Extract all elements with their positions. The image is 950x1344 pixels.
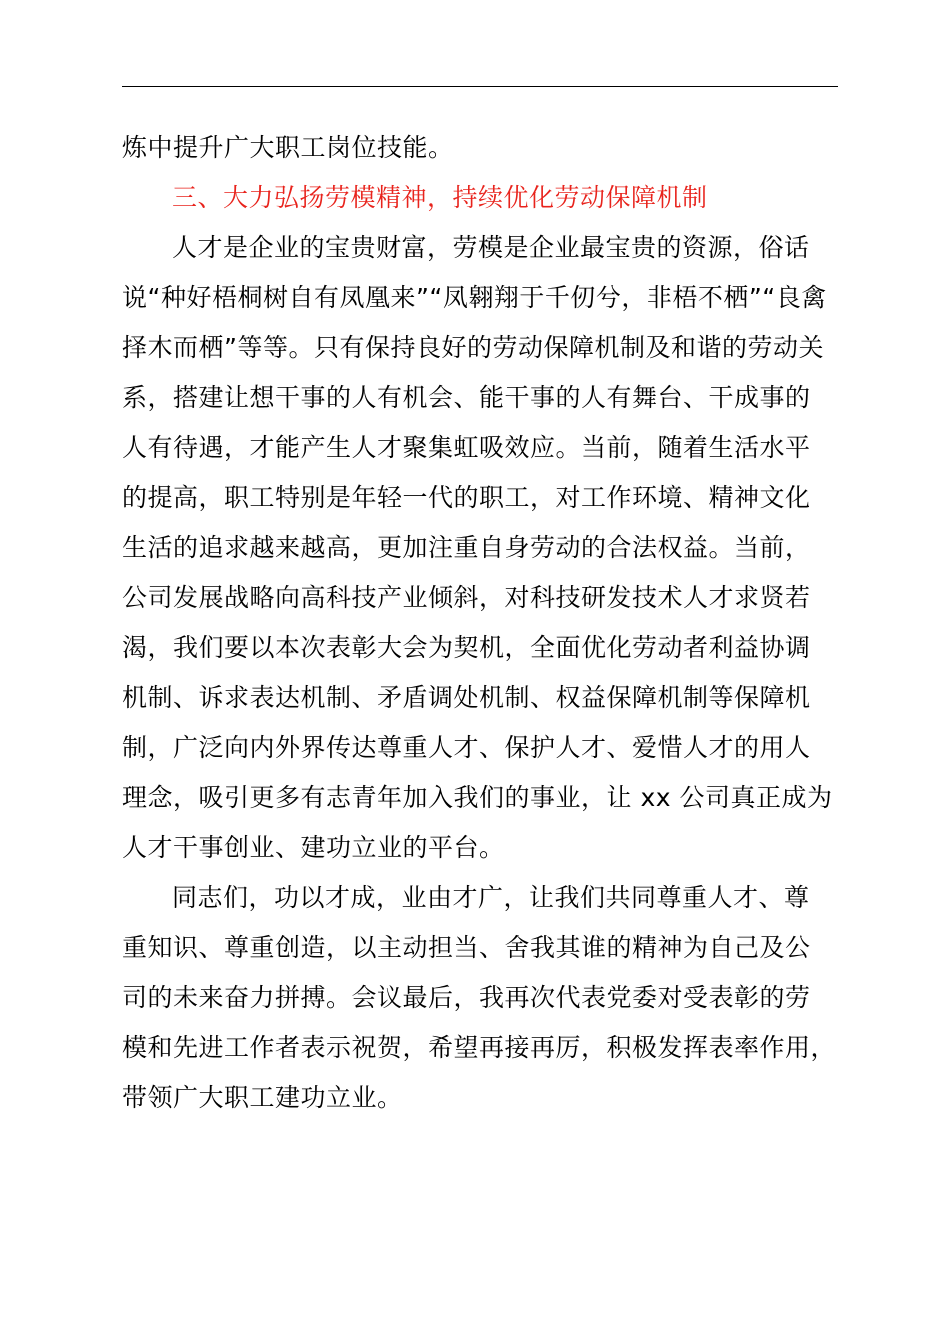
body-line: 的提高，职工特别是年轻一代的职工，对工作环境、精神文化: [122, 483, 811, 512]
body-line: 公司发展战略向高科技产业倾斜，对科技研发技术人才求贤若: [122, 583, 811, 612]
body-line: 渴，我们要以本次表彰大会为契机，全面优化劳动者利益协调: [122, 633, 811, 662]
body-line: 机制、诉求表达机制、矛盾调处机制、权益保障机制等保障机: [122, 683, 811, 712]
section-heading: 三、大力弘扬劳模精神，持续优化劳动保障机制: [172, 183, 708, 212]
body-line: 系，搭建让想干事的人有机会、能干事的人有舞台、干成事的: [122, 383, 811, 412]
body-line: 重知识、尊重创造，以主动担当、舍我其谁的精神为自己及公: [122, 933, 811, 962]
body-line: 制，广泛向内外界传达尊重人才、保护人才、爱惜人才的用人: [122, 733, 811, 762]
body-line: 人有待遇，才能产生人才聚集虹吸效应。当前，随着生活水平: [122, 433, 811, 462]
header-rule: [122, 86, 838, 87]
body-line: 说“种好梧桐树自有凤凰来”“凤翱翔于千仞兮，非梧不栖”“良禽: [122, 283, 827, 312]
body-line: 司的未来奋力拼搏。会议最后，我再次代表党委对受表彰的劳: [122, 983, 811, 1012]
paragraph-first-line: 同志们，功以才成，业由才广，让我们共同尊重人才、尊: [172, 883, 810, 912]
body-line: 带领广大职工建功立业。: [122, 1083, 403, 1112]
body-line: 人才干事创业、建功立业的平台。: [122, 833, 505, 862]
body-line: 生活的追求越来越高，更加注重自身劳动的合法权益。当前，: [122, 533, 811, 562]
paragraph-first-line: 人才是企业的宝贵财富，劳模是企业最宝贵的资源，俗话: [172, 233, 810, 262]
body-line: 择木而栖”等等。只有保持良好的劳动保障机制及和谐的劳动关: [122, 333, 824, 362]
body-line: 炼中提升广大职工岗位技能。: [122, 133, 454, 162]
body-line: 理念，吸引更多有志青年加入我们的事业，让 xx 公司真正成为: [122, 783, 833, 812]
body-line: 模和先进工作者表示祝贺，希望再接再厉，积极发挥表率作用，: [122, 1033, 837, 1062]
